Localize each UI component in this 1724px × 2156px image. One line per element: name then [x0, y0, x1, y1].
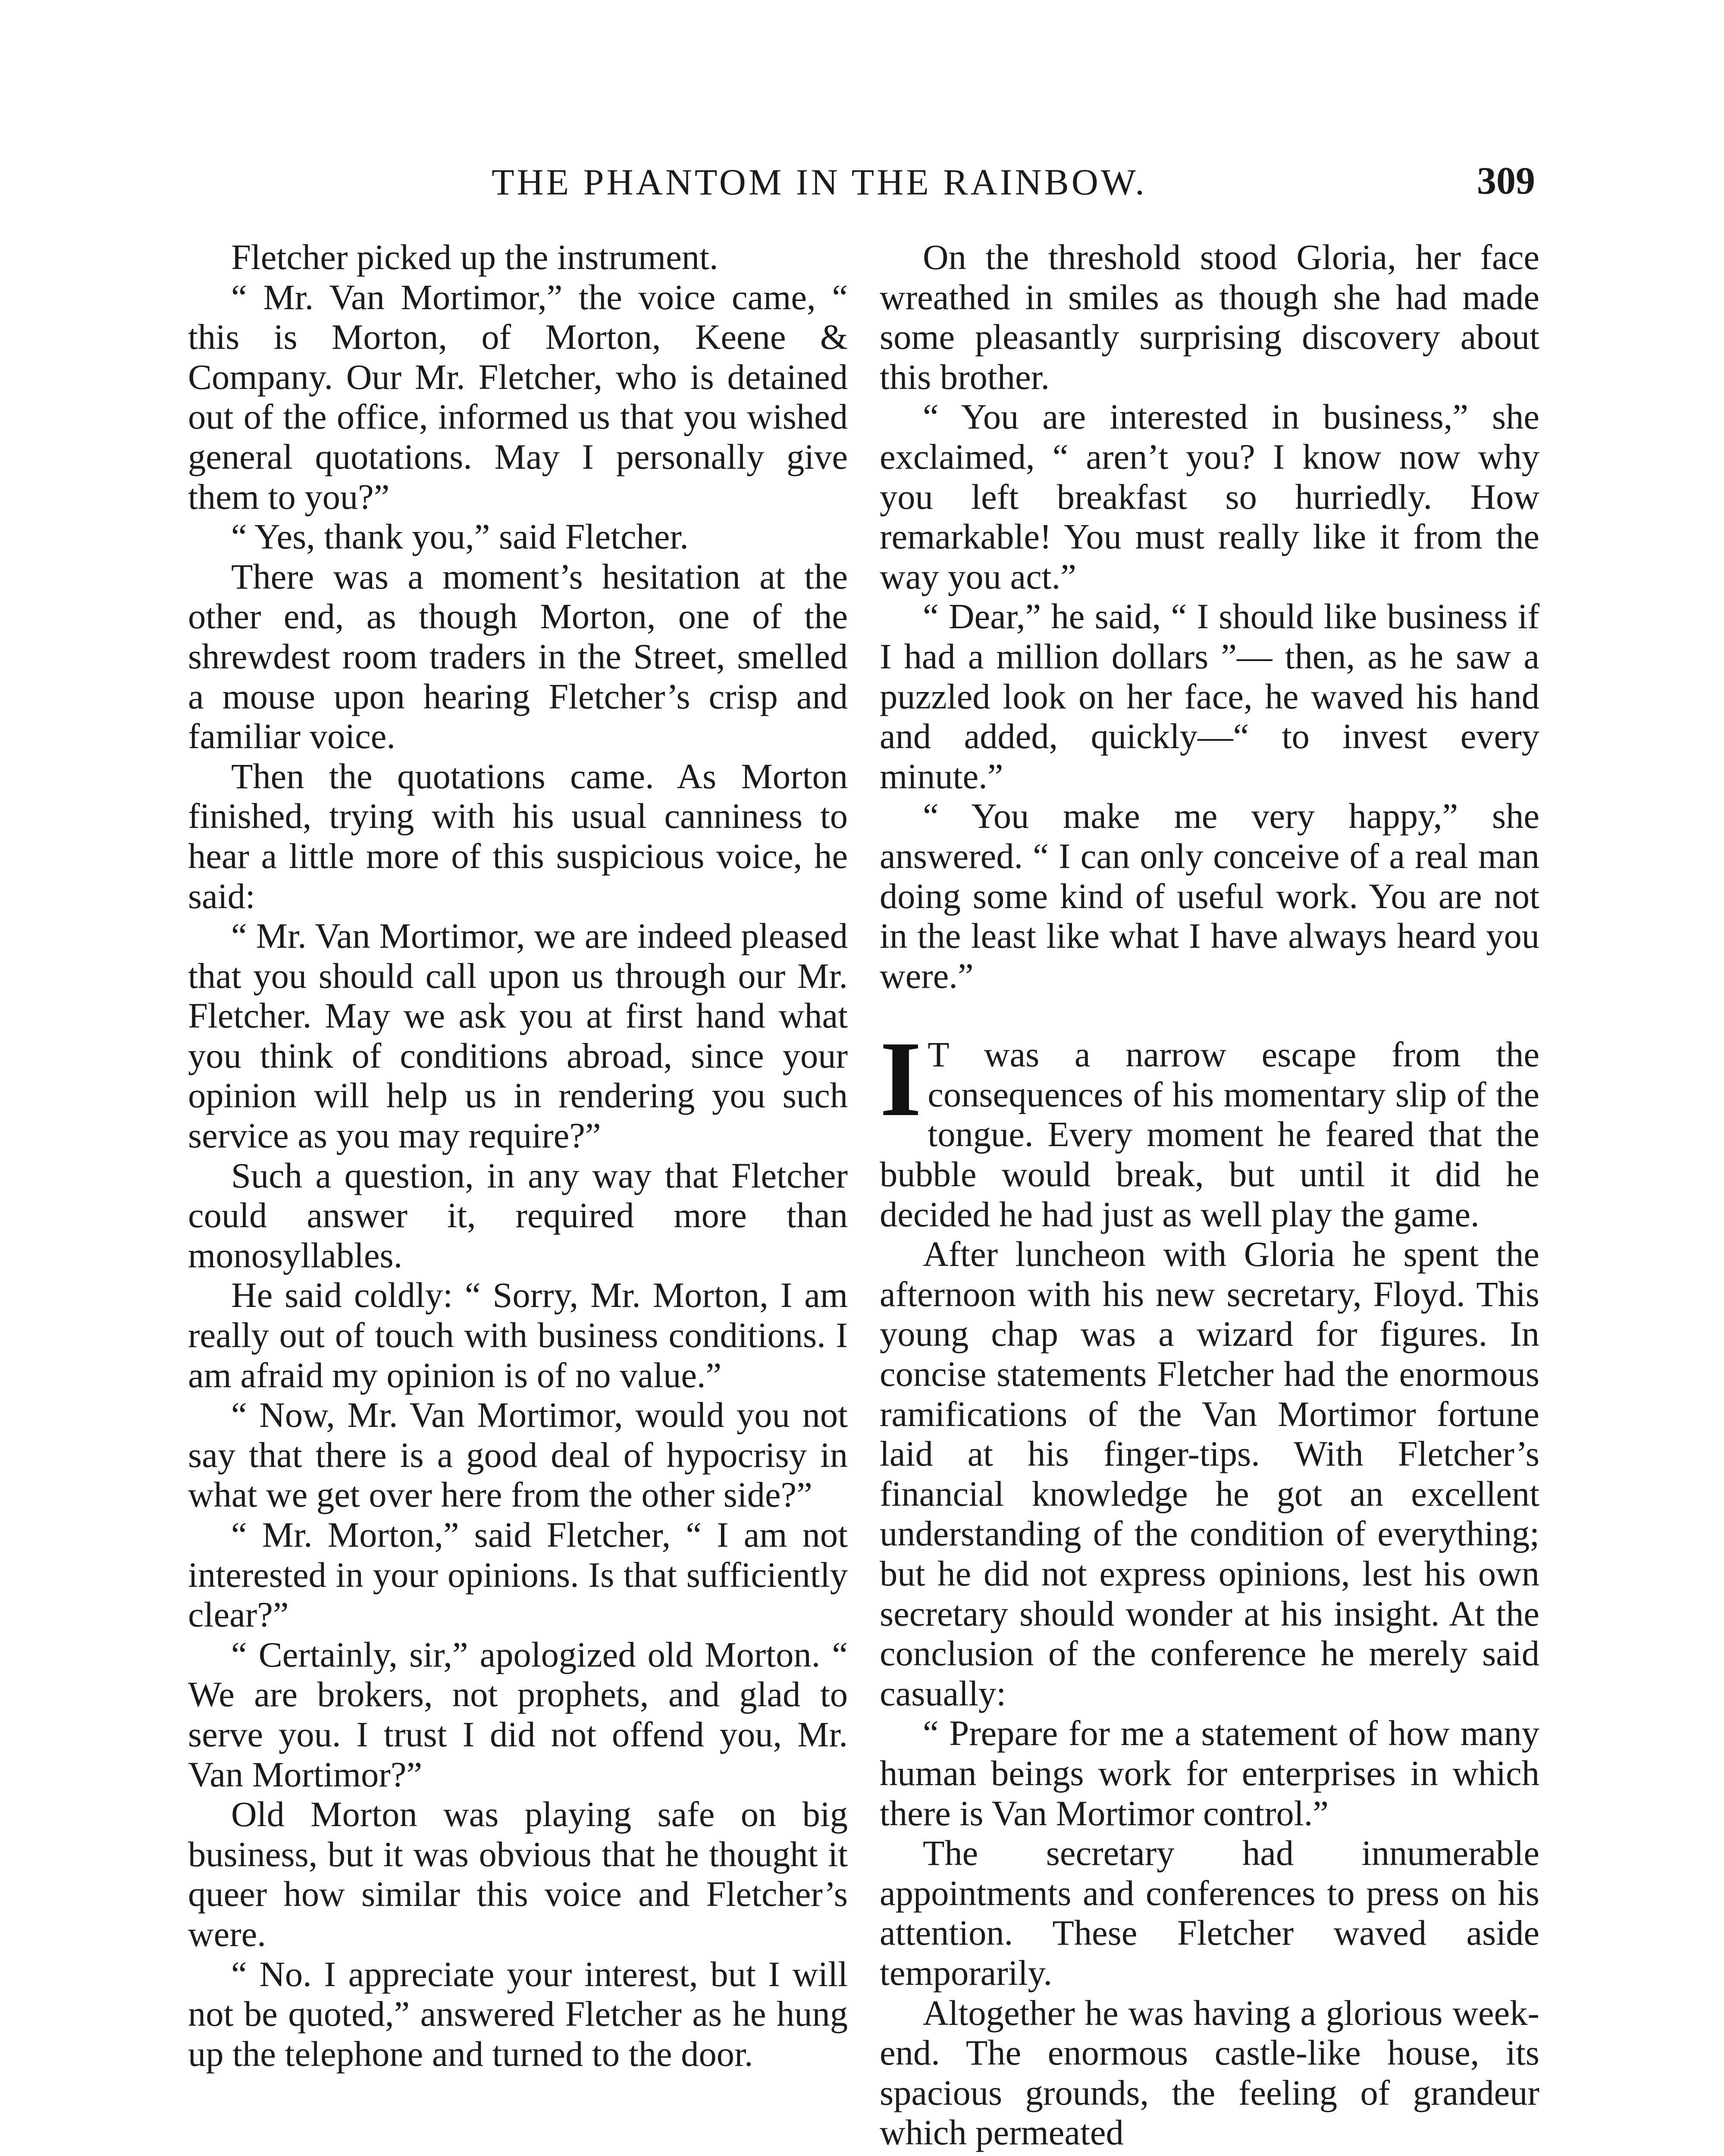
paragraph: There was a moment’s hesitation at the other end, as though Morton, one of the shrewdest room traders in the Street, smelled a mouse upon hearing Fletcher’s crisp and familiar voice. [188, 556, 848, 756]
paragraph: “ You make me very happy,” she answered. “ I can only conceive of a real man doing some kind of useful work. You are not in the least like what I have always heard you were.” [880, 796, 1539, 996]
paragraph: Altogether he was having a glorious week-end. The enormous castle-like house, its spacious grounds, the feeling of grandeur which permeated [880, 1993, 1539, 2153]
paragraph: “ Prepare for me a statement of how many human beings work for enterprises in which there is Van Mortimor control.” [880, 1713, 1539, 1833]
paragraph: “ Mr. Van Mortimor, we are indeed pleased that you should call upon us through our Mr. Fletcher. May we ask you at first hand what you think of conditions abroad, since your opinion will help us in rendering you such service as you may require?” [188, 916, 848, 1156]
paragraph: Such a question, in any way that Fletcher could answer it, required more than monosyllables. [188, 1155, 848, 1275]
paragraph: “ Certainly, sir,” apologized old Morton. “ We are brokers, not prophets, and glad to serve you. I trust I did not offend you, Mr. Van Mortimor?” [188, 1634, 848, 1794]
page-number: 309 [1477, 160, 1535, 202]
paragraph: “ Now, Mr. Van Mortimor, would you not say that there is a good deal of hypocrisy in what we get over here from the other side?” [188, 1395, 848, 1515]
running-title: THE PHANTOM IN THE RAINBOW. [492, 161, 1147, 203]
paragraph: “ Mr. Morton,” said Fletcher, “ I am not interested in your opinions. Is that sufficiently clear?” [188, 1515, 848, 1635]
left-column [188, 237, 848, 2074]
right-column [880, 237, 1539, 2153]
paragraph: “ Dear,” he said, “ I should like business if I had a million dollars ”— then, as he saw a puzzled look on her face, he waved his hand and added, quickly—“ to invest every minute.” [880, 596, 1539, 796]
paragraph: On the threshold stood Gloria, her face wreathed in smiles as though she had made some pleasantly surprising discovery about this brother. [880, 237, 1539, 397]
paragraph: After luncheon with Gloria he spent the afternoon with his new secretary, Floyd. This young chap was a wizard for figures. In concise statements Fletcher had the enormous ramifications of the Van Mortimor fortune laid at his finger-tips. With Fletcher’s financial knowledge he got an excellent understanding of the condition of everything; but he did not express opinions, lest his own secretary should wonder at his insight. At the conclusion of the conference he merely said casually: [880, 1234, 1539, 1713]
paragraph: The secretary had innumerable appointments and conferences to press on his attention. These Fletcher waved aside temporarily. [880, 1833, 1539, 1993]
section-break [880, 996, 1539, 1034]
paragraph: “ No. I appreciate your interest, but I will not be quoted,” answered Fletcher as he hung up the telephone and turned to the door. [188, 1954, 848, 2074]
paragraph: “ Yes, thank you,” said Fletcher. [231, 517, 689, 557]
paragraph: “ You are interested in business,” she exclaimed, “ aren’t you? I know now why you left breakfast so hurriedly. How remarkable! You must really like it from the way you act.” [880, 397, 1539, 596]
paragraph: Old Morton was playing safe on big business, but it was obvious that he thought it queer how similar this voice and Fletcher’s were. [188, 1794, 848, 1954]
drop-cap: I [880, 1019, 922, 1139]
section-opening [880, 1019, 1539, 1234]
paragraph: Then the quotations came. As Morton finished, trying with his usual canniness to hear a little more of this suspicious voice, he said: [188, 756, 848, 916]
paragraph: “ Mr. Van Mortimor,” the voice came, “ this is Morton, of Morton, Keene & Company. Our Mr. Fletcher, who is detained out of the office, informed us that you wished general quotations. May I personally give them to you?” [188, 277, 848, 517]
paragraph: He said coldly: “ Sorry, Mr. Morton, I am really out of touch with business conditions. I am afraid my opinion is of no value.” [188, 1275, 848, 1395]
page-header [492, 160, 1535, 212]
paragraph: Fletcher picked up the instrument. [231, 237, 718, 277]
paragraph: T was a narrow escape from the consequences of his momentary slip of the tongue. Every moment he feared that the bubble would break, but until it did he decided he had just as well play the game. [880, 1034, 1539, 1234]
